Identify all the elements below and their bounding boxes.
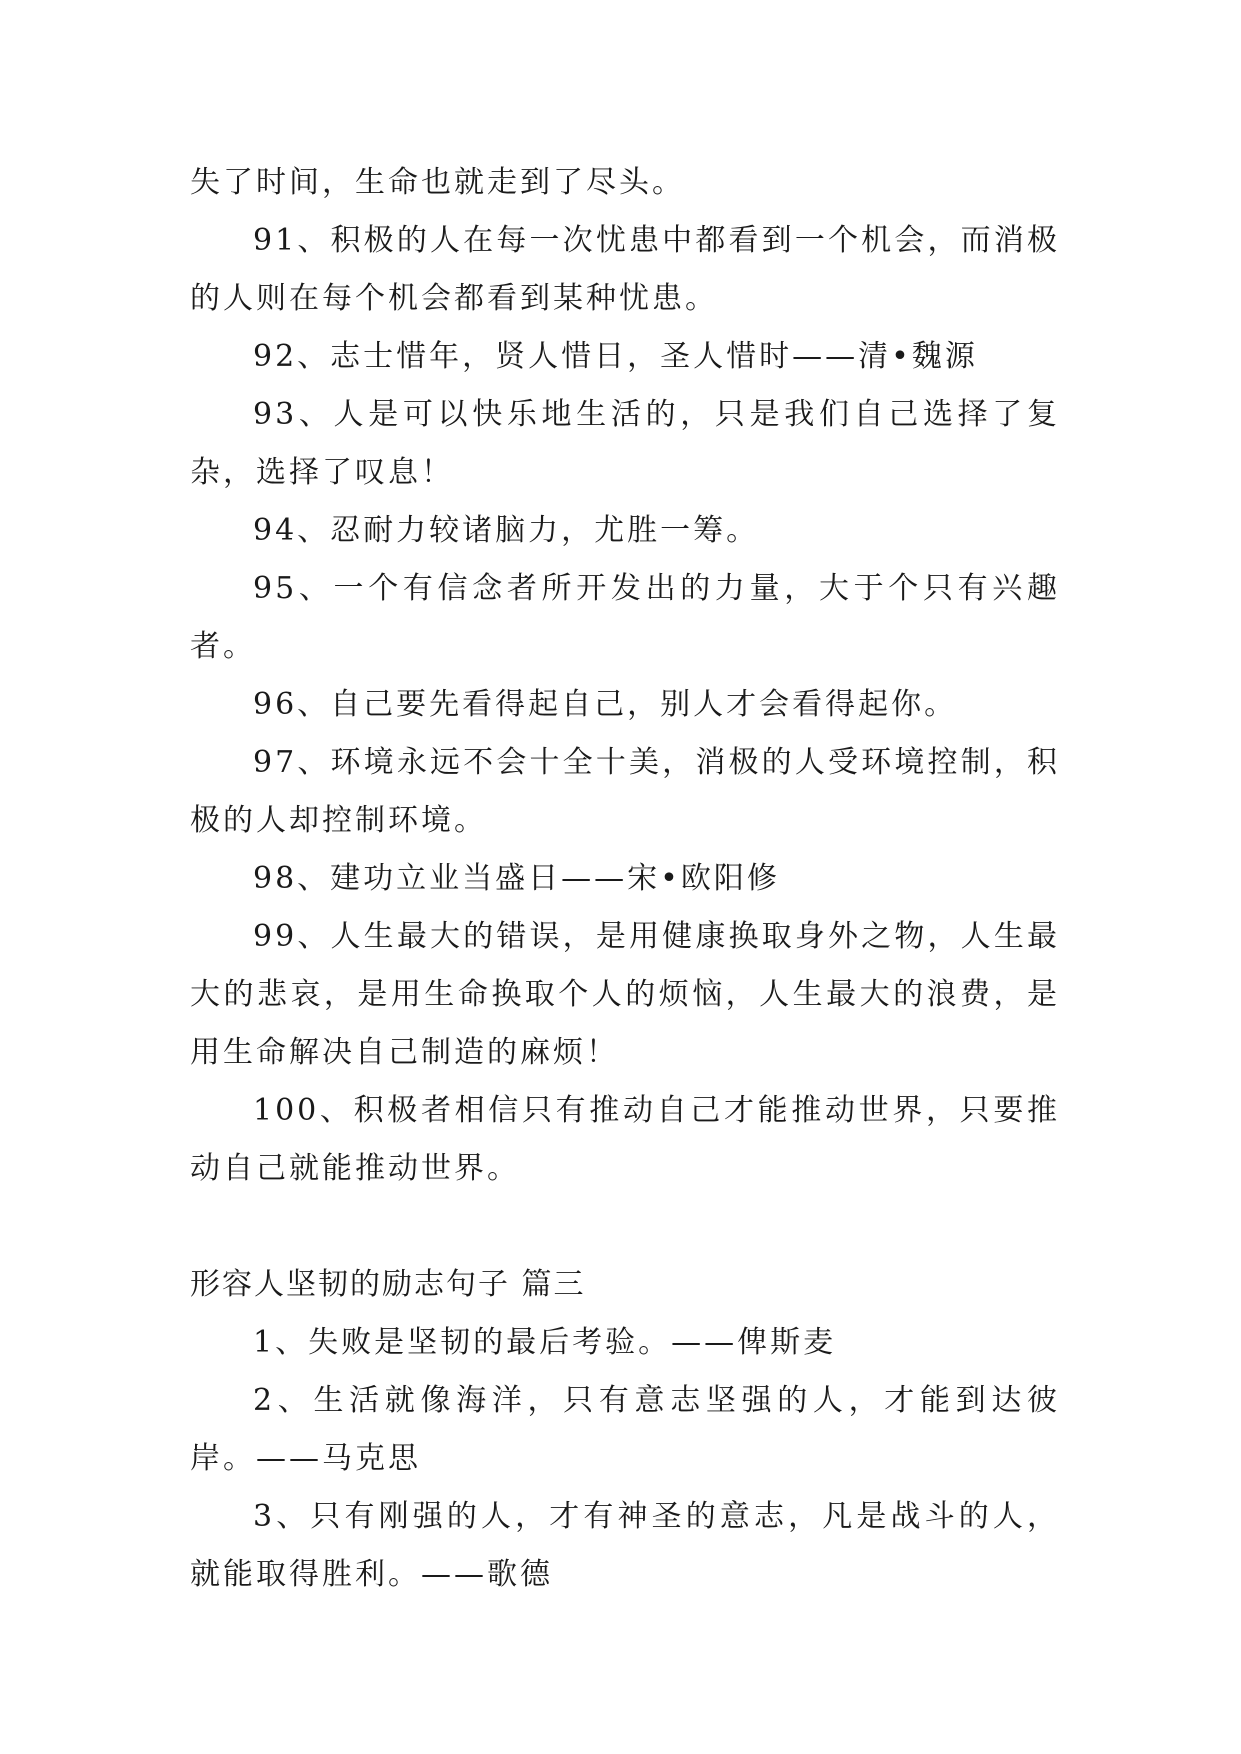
quote-100: 100、积极者相信只有推动自己才能推动世界，只要推动自己就能推动世界。 <box>190 1093 1060 1186</box>
quote-95: 95、一个有信念者所开发出的力量，大于个只有兴趣者。 <box>190 571 1060 664</box>
quote-93: 93、人是可以快乐地生活的，只是我们自己选择了复杂，选择了叹息！ <box>190 397 1060 490</box>
section-quote-3: 3、只有刚强的人，才有神圣的意志，凡是战斗的人，就能取得胜利。——歌德 <box>190 1499 1060 1592</box>
section-heading: 形容人坚韧的励志句子 篇三 <box>190 1267 586 1302</box>
document-page <box>190 154 1060 1604</box>
quote-92: 92、志士惜年，贤人惜日，圣人惜时——清•魏源 <box>253 339 978 374</box>
section-quote-2: 2、生活就像海洋，只有意志坚强的人，才能到达彼岸。——马克思 <box>190 1383 1060 1476</box>
quote-98: 98、建功立业当盛日——宋•欧阳修 <box>253 861 780 896</box>
quote-94: 94、忍耐力较诸脑力，尤胜一筹。 <box>253 513 760 548</box>
quote-97: 97、环境永远不会十全十美，消极的人受环境控制，积极的人却控制环境。 <box>190 745 1060 838</box>
quote-96: 96、自己要先看得起自己，别人才会看得起你。 <box>253 687 958 722</box>
quote-91: 91、积极的人在每一次忧患中都看到一个机会，而消极的人则在每个机会都看到某种忧患。 <box>190 223 1060 316</box>
paragraph-continuation: 失了时间，生命也就走到了尽头。 <box>190 165 685 200</box>
section-quote-1: 1、失败是坚韧的最后考验。——俾斯麦 <box>253 1325 837 1360</box>
quote-99: 99、人生最大的错误，是用健康换取身外之物，人生最大的悲哀，是用生命换取个人的烦恼，人生最大的浪费，是用生命解决自己制造的麻烦！ <box>190 919 1060 1070</box>
